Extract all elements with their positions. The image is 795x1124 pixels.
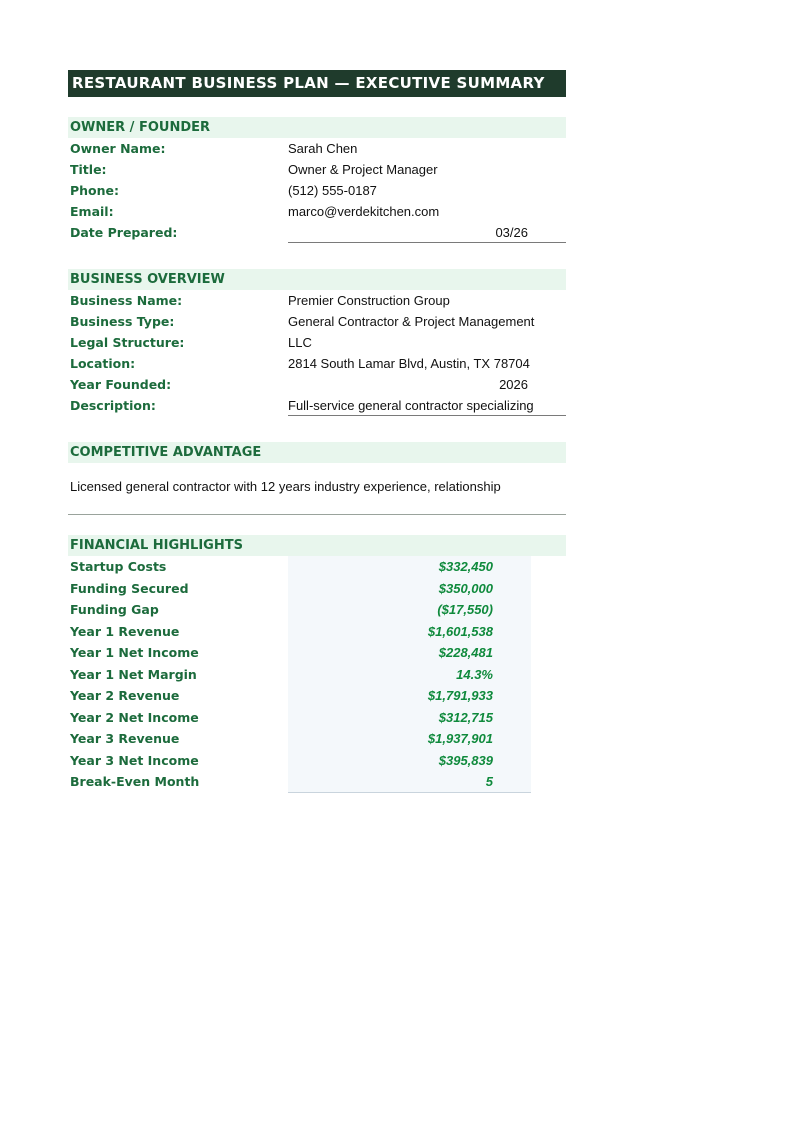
field-label: Phone: (70, 183, 120, 198)
table-row (68, 621, 566, 643)
field-label: Business Name: (70, 293, 183, 308)
table-row (68, 707, 566, 729)
table-row (68, 728, 566, 750)
spacer (68, 97, 566, 117)
metric-label: Startup Costs (70, 559, 167, 575)
table-row (68, 578, 566, 600)
field-row-email (68, 201, 566, 222)
section-header-owner: OWNER / FOUNDER (68, 117, 566, 138)
field-row-title (68, 159, 566, 180)
spacer (68, 515, 566, 535)
metric-value: $332,450 (288, 556, 531, 578)
field-value: General Contractor & Project Management (288, 314, 535, 329)
table-row (68, 556, 566, 578)
field-value: 03/26 (288, 223, 566, 243)
metric-label: Year 2 Net Income (70, 709, 199, 725)
field-label: Title: (70, 162, 107, 177)
spacer (68, 463, 566, 476)
metric-value: $1,791,933 (288, 685, 531, 707)
document-content (68, 70, 566, 793)
field-value: Sarah Chen (288, 141, 358, 156)
metric-label: Break-Even Month (70, 774, 200, 790)
field-value: marco@verdekitchen.com (288, 204, 440, 219)
metric-label: Year 1 Net Margin (70, 666, 197, 682)
metric-value: ($17,550) (288, 599, 531, 621)
spacer (68, 243, 566, 269)
metric-label: Funding Secured (70, 580, 189, 596)
metric-label: Year 1 Net Income (70, 645, 199, 661)
table-row (68, 750, 566, 772)
metric-label: Year 1 Revenue (70, 623, 180, 639)
field-label: Date Prepared: (70, 225, 178, 240)
field-row-legal-structure (68, 332, 566, 353)
field-row-owner-name (68, 138, 566, 159)
field-row-description (68, 395, 566, 416)
metric-value: $350,000 (288, 578, 531, 600)
field-value: Premier Construction Group (288, 293, 450, 308)
metric-value: $228,481 (288, 642, 531, 664)
competitive-advantage-text: Licensed general contractor with 12 years industry experience, relationship (70, 479, 501, 494)
field-value: LLC (288, 335, 312, 350)
table-row (68, 685, 566, 707)
table-row (68, 771, 566, 793)
metric-label: Funding Gap (70, 602, 159, 618)
metric-value: 5 (288, 771, 531, 793)
field-label: Year Founded: (70, 377, 172, 392)
metric-value: $1,601,538 (288, 621, 531, 643)
section-header-financial-highlights: FINANCIAL HIGHLIGHTS (68, 535, 566, 556)
metric-value: $1,937,901 (288, 728, 531, 750)
field-row-business-name (68, 290, 566, 311)
field-row-business-type (68, 311, 566, 332)
field-row-phone (68, 180, 566, 201)
field-label: Owner Name: (70, 141, 166, 156)
metric-value: $395,839 (288, 750, 531, 772)
field-value: Owner & Project Manager (288, 162, 438, 177)
table-row (68, 642, 566, 664)
document-title-bar: RESTAURANT BUSINESS PLAN — EXECUTIVE SUMMARY (68, 70, 566, 97)
section-header-business-overview: BUSINESS OVERVIEW (68, 269, 566, 290)
metric-label: Year 3 Revenue (70, 731, 180, 747)
field-label: Email: (70, 204, 114, 219)
field-label: Location: (70, 356, 136, 371)
field-label: Legal Structure: (70, 335, 185, 350)
field-value: 2026 (499, 377, 528, 392)
field-value: Full-service general contractor specializing (288, 396, 566, 416)
field-label: Business Type: (70, 314, 175, 329)
table-row (68, 599, 566, 621)
metric-label: Year 3 Net Income (70, 752, 199, 768)
metric-value: 14.3% (288, 664, 531, 686)
field-row-date-prepared (68, 222, 566, 243)
section-header-competitive-advantage: COMPETITIVE ADVANTAGE (68, 442, 566, 463)
field-row-year-founded (68, 374, 566, 395)
metric-value: $312,715 (288, 707, 531, 729)
spacer (68, 416, 566, 442)
metric-label: Year 2 Revenue (70, 688, 180, 704)
field-label: Description: (70, 398, 156, 413)
field-row-location (68, 353, 566, 374)
table-row (68, 664, 566, 686)
field-value: (512) 555-0187 (288, 183, 377, 198)
field-value: 2814 South Lamar Blvd, Austin, TX 78704 (288, 356, 530, 371)
